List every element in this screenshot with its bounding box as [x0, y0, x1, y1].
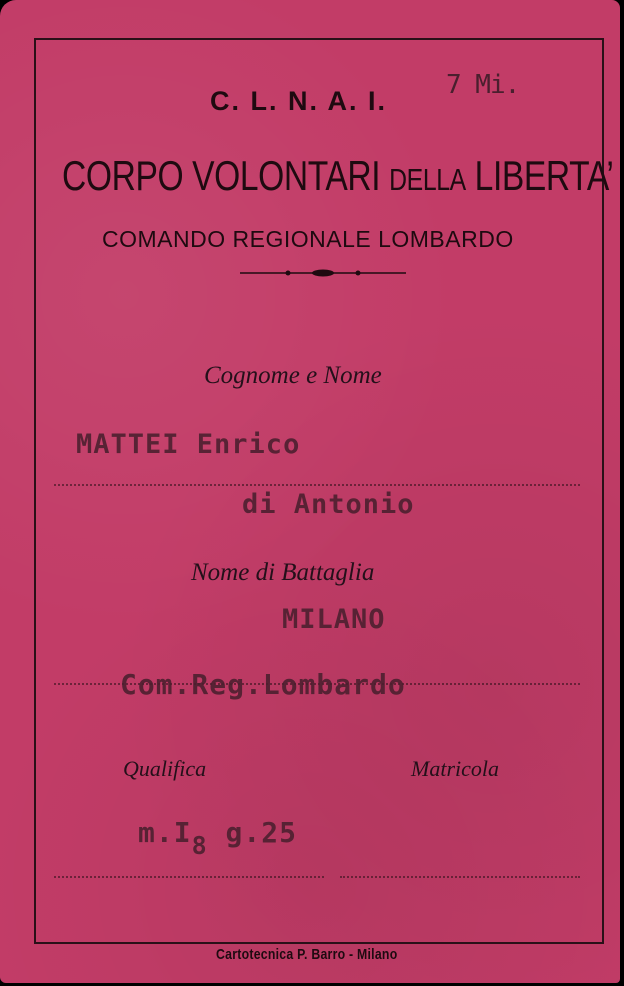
- name-label: Cognome e Nome: [204, 362, 382, 389]
- qualifica-value: [138, 816, 297, 860]
- unit-value: Com.Reg.Lombardo: [120, 668, 406, 701]
- organization-acronym: C. L. N. A. I.: [210, 86, 388, 116]
- qualifica-label: Qualifica: [123, 756, 207, 781]
- handwritten-code: 7 Mi.: [446, 70, 520, 100]
- qualifica-value-sub: 8: [191, 831, 208, 860]
- qualifica-value-tail: g.25: [207, 816, 297, 849]
- corps-title-part2: DELLA: [389, 162, 466, 197]
- corps-title: [62, 152, 613, 200]
- battle-name-label: Nome di Battaglia: [191, 559, 375, 586]
- father-value: di Antonio: [242, 489, 415, 520]
- matricola-dotted-line: [340, 876, 580, 878]
- qualifica-dotted-line: [54, 876, 324, 878]
- corps-title-part1: CORPO VOLONTARI: [62, 152, 390, 199]
- name-value: MATTEI Enrico: [76, 429, 301, 460]
- matricola-label: Matricola: [411, 756, 499, 781]
- qualifica-value-main: m.I: [138, 816, 192, 849]
- printer-imprint: Cartotecnica P. Barro - Milano: [216, 946, 398, 963]
- divider-ornament-icon: [240, 266, 406, 280]
- corps-title-part3: LIBERTA’: [465, 152, 614, 199]
- name-dotted-line: [54, 484, 580, 486]
- battle-name-value: MILANO: [282, 604, 386, 635]
- regional-command: COMANDO REGIONALE LOMBARDO: [102, 226, 514, 252]
